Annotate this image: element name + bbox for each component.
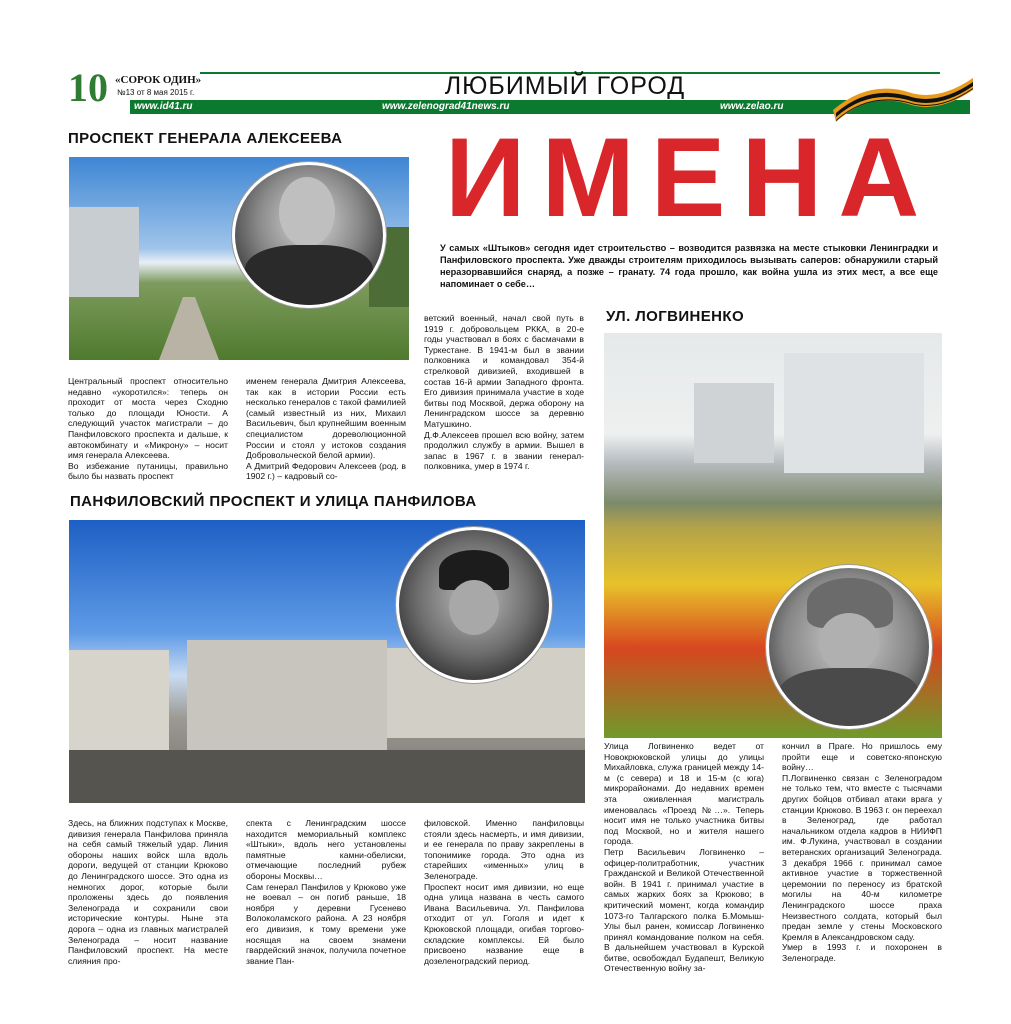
section-title: ЛЮБИМЫЙ ГОРОД xyxy=(444,72,686,100)
logvinenko-title: УЛ. ЛОГВИНЕНКО xyxy=(606,308,745,325)
headline: ИМЕНА xyxy=(445,115,936,240)
panfilov-col-2: спекта с Ленинградским шоссе находится мемориальный комплекс «Штыки», вдоль него установлены памятные камни-обелиски, отмечающие последний рубеж обороны Москвы… Сам генерал Панфилов у Крюково уже не воевал – он погиб раньше, 18 ноября у деревни Гусенево Волоколамского района. А 23 ноября его дивизия, к тому времени уже носящая на своем знамени гвардейский значок, получила почетное звание Пан- xyxy=(246,818,406,966)
logvinenko-col-1: Улица Логвиненко ведет от Новокрюковской улицы до улицы Михайловка, служа границей между 14-м (с севера) и 18 и 15-м (с юга) микрорайонами. До недавних времен эта оживленная магистраль именовалась «Проезд №…». Теперь носит имя не только участника битвы под Москвой, но и жителя нашего города. Петр Васильевич Логвиненко – офицер-политработник, участник Гражданской и Великой Отечественной войн. В 1941 г. принимал участие в самых жарких боях за Крюково; в критический момент, когда командир 1073-го Талгарского полка Б.Момыш-Улы был ранен, комиссар Логвиненко принял командование полком на себя. В дальнейшем участвовал в Курской битве, освобождал Будапешт, Великую Отечественную войну за- xyxy=(604,741,764,974)
page-number: 10 xyxy=(68,65,108,110)
alekseev-col-3: ветский военный, начал свой путь в 1919 г. добровольцем РККА, в 20-е годы участвовал в боях с басмачами в Туркестане. В 1941-м был в звании полковника и командовал 354-й стрелковой дивизией, входившей в состав 16-й армии Западного фронта. Его дивизия принимала участие в ходе битвы под Москвой, держа оборону на Ленинградском шоссе за деревню Матушкино. Д.Ф.Алексеев прошел всю войну, затем продолжил службу в армии. Вышел в запас в 1967 г. в звании генерал-полковника, умер в 1974 г. xyxy=(424,313,584,472)
alekseev-col-2: именем генерала Дмитрия Алексеева, так как в истории России есть несколько генералов с такой фамилией (самый известный из них, Михаил Васильевич, был крупнейшим военным специалистом дореволюционной России и стоял у истоков создания Добровольческой белой армии). А Дмитрий Федорович Алексеев (род. в 1902 г.) – кадровый со- xyxy=(246,376,406,482)
issue-info: №13 от 8 мая 2015 г. xyxy=(117,88,195,97)
link-zelao[interactable]: www.zelao.ru xyxy=(720,101,784,112)
panfilov-title: ПАНФИЛОВСКИЙ ПРОСПЕКТ И УЛИЦА ПАНФИЛОВА xyxy=(70,493,477,510)
alekseev-portrait xyxy=(232,162,386,308)
masthead xyxy=(0,0,1011,120)
link-id41[interactable]: www.id41.ru xyxy=(134,101,193,112)
panfilov-portrait xyxy=(396,527,552,683)
logvinenko-col-2: кончил в Праге. Но пришлось ему пройти еще и советско-японскую войну… П.Логвиненко связан с Зеленоградом не только тем, что вместе с тысячами других бойцов отбивал атаки врага у станции Крюково. В 1963 г. он переехал в Зеленоград, где работал начальником отдела кадров в НИИФП им. Ф.Лукина, участвовал в создании ветеранских организаций Зеленограда. 3 декабря 1966 г. принимал самое активное участие в торжественной церемонии по переносу из братской могилы на 40-м километре Ленинградского шоссе праха Неизвестного солдата, который был предан земле у стены Московского Кремля в Александровском саду. Умер в 1993 г. и похоронен в Зеленограде. xyxy=(782,741,942,963)
panfilov-col-1: Здесь, на ближних подступах к Москве, дивизия генерала Панфилова приняла на себя самый тяжелый удар. Линия обороны наших войск шла вдоль дороги, ведущей от станции Крюково до Ленинградского шоссе. Это одна из немногих дорог, которые были проложены здесь до появления Зеленограда и сохранили свои исторические контуры. Ныне эта дорога – одна из главных магистралей Зеленограда – носит название Панфиловский проспект. На месте слияния про- xyxy=(68,818,228,966)
paper-name: «СОРОК ОДИН» xyxy=(115,74,202,86)
panfilov-col-3: филовской. Именно панфиловцы стояли здесь насмерть, и имя дивизии, и ее генерала по праву закреплены в топонимике города. Это одна из старейших «именных» улиц в Зеленограде. Проспект носит имя дивизии, но еще одна улица названа в честь самого Ивана Васильевича. Ул. Панфилова отходит от ул. Гоголя и идет к Крюковской площади, огибая торгово-складские комплексы. Ей было присвоено название еще в дозеленоградский период. xyxy=(424,818,584,966)
logvinenko-portrait xyxy=(766,565,932,729)
lead-paragraph: У самых «Штыков» сегодня идет строительство – возводится развязка на месте стыковки Ленинградки и Панфиловского проспекта. Уже дважды строителям приходилось вызывать саперов: обнаружили старый неразорвавшийся снаряд, а позже – гранату. 74 года прошло, как война ушла из этих мест, а все еще напоминает о себе… xyxy=(440,243,938,289)
alekseev-col-1: Центральный проспект относительно недавно «укоротился»: теперь он проходит от моста через Сходню только до площади Юности. А следующий участок магистрали – до Панфиловского проспекта и дальше, к автокомбинату и «Микрону» – носит имя генерала Алексеева. Во избежание путаницы, правильно было бы назвать проспект xyxy=(68,376,228,482)
alekseev-title: ПРОСПЕКТ ГЕНЕРАЛА АЛЕКСЕЕВА xyxy=(68,130,343,147)
link-zelenograd41news[interactable]: www.zelenograd41news.ru xyxy=(382,101,510,112)
